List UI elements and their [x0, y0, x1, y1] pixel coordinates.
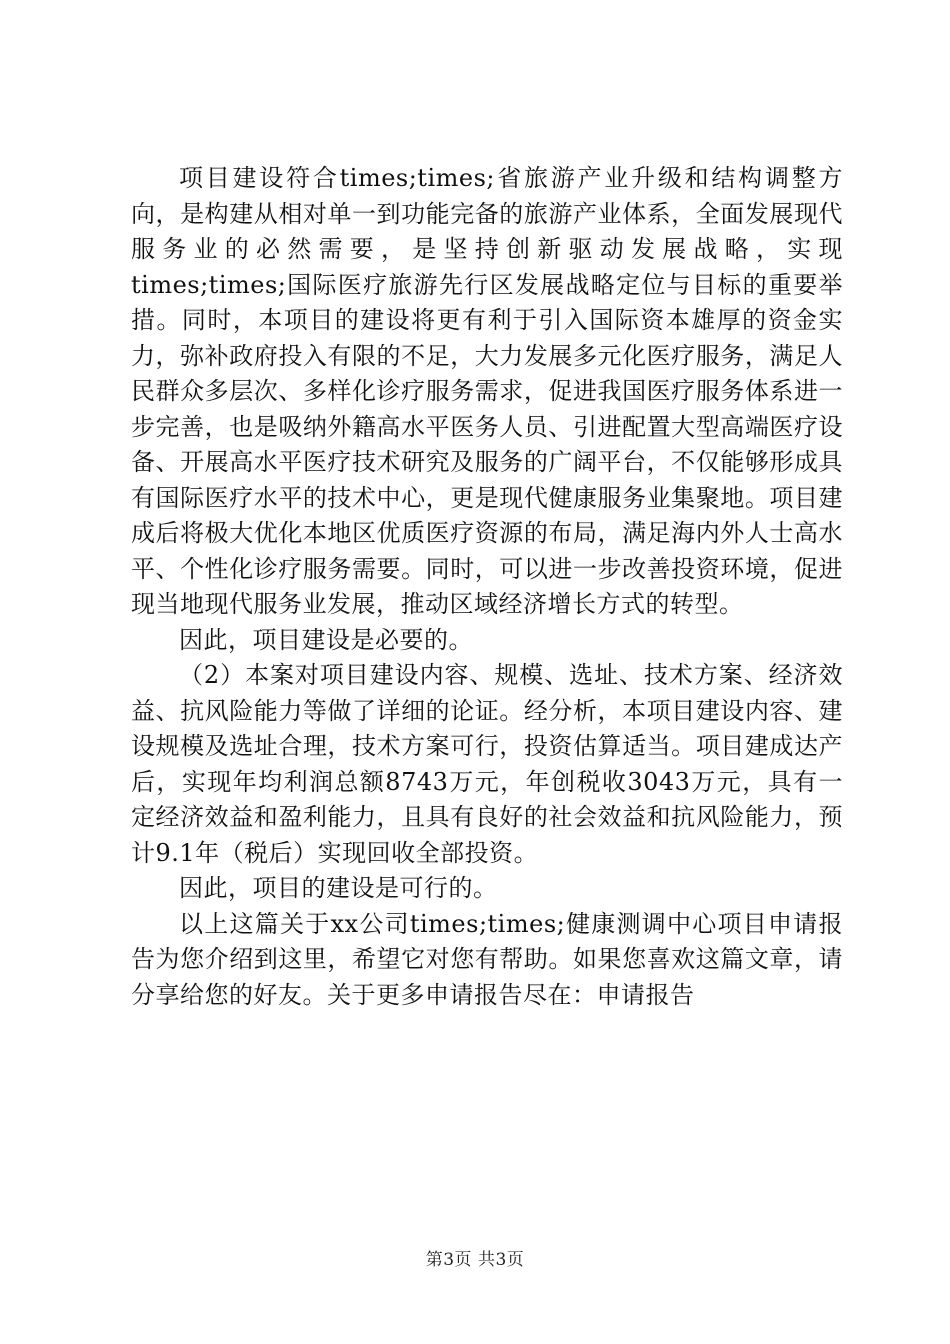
paragraph-feasibility-conclusion: 因此，项目的建设是可行的。 — [179, 874, 498, 902]
paragraph-necessity-conclusion: 因此，项目建设是必要的。 — [179, 625, 473, 654]
paragraph-closing: 以上这篇关于xx公司times;times;健康测调中心项目申请报告为您介绍到这里，希望它对您有帮助。如果您喜欢这篇文章，请分享给您的好友。关于更多申请报告尽在：申请报告 — [131, 909, 843, 1009]
paragraph-feasibility: （2）本案对项目建设内容、规模、选址、技术方案、经济效益、抗风险能力等做了详细的论证。经分析，本项目建设内容、建设规模及选址合理，技术方案可行，投资估算适当。项目建成达产后，实现年均利润总额8743万元，年创税收3043万元，具有一定经济效益和盈利能力，且具有良好的社会效益和抗风险能力，预计9.1年（税后）实现回收全部投资。 — [131, 661, 843, 867]
document-body — [131, 161, 843, 1013]
page-number-footer: 第3页 共3页 — [425, 1250, 525, 1270]
paragraph-necessity: 项目建设符合times;times;省旅游产业升级和结构调整方向，是构建从相对单一到功能完备的旅游产业体系，全面发展现代服务业的必然需要，是坚持创新驱动发展战略，实现times;times;国际医疗旅游先行区发展战略定位与目标的重要举措。同时，本项目的建设将更有利于引入国际资本雄厚的资金实力，弥补政府投入有限的不足，大力发展多元化医疗服务，满足人民群众多层次、多样化诊疗服务需求，促进我国医疗服务体系进一步完善，也是吸纳外籍高水平医务人员、引进配置大型高端医疗设备、开展高水平医疗技术研究及服务的广阔平台，不仅能够形成具有国际医疗水平的技术中心，更是现代健康服务业集聚地。项目建成后将极大优化本地区优质医疗资源的布局，满足海内外人士高水平、个性化诊疗服务需要。同时，可以进一步改善投资环境，促进现当地现代服务业发展，推动区域经济增长方式的转型。 — [131, 164, 843, 618]
